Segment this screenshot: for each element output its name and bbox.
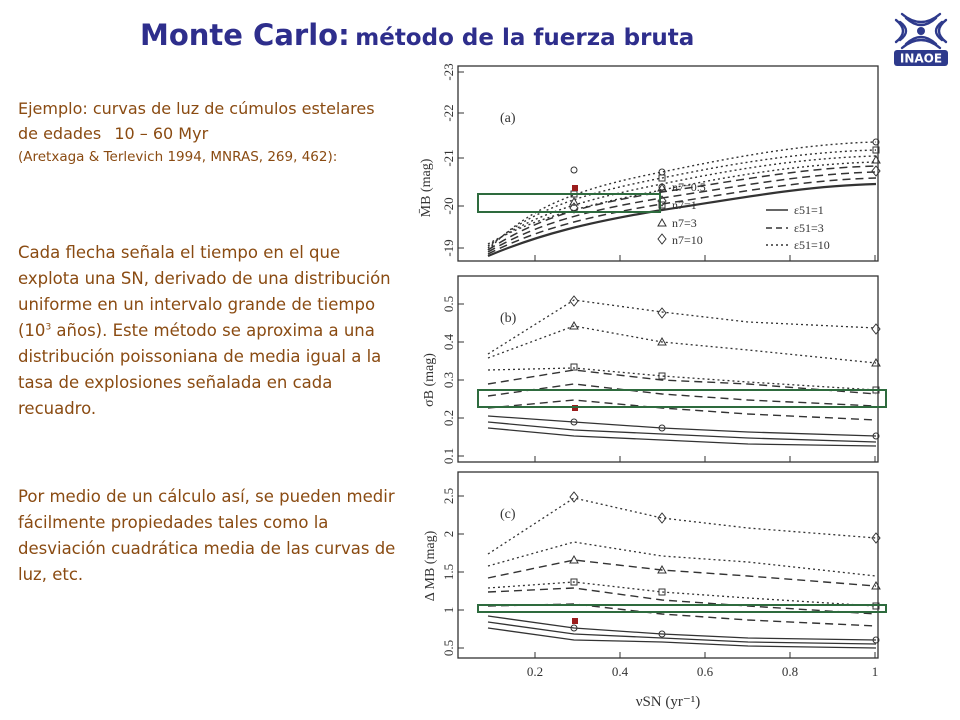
a-ytick-1: -19 [441,239,456,257]
b-ytick-2: 0.2 [441,409,456,427]
slide-title [140,18,840,52]
c-ytick-2: 1 [441,606,456,614]
example-paragraph [18,96,396,168]
xtick-2: 0.4 [611,664,629,679]
legend-n-1: n7=0.5 [672,180,706,194]
b-panel-label: (b) [500,311,517,326]
c-panel-label: (c) [500,507,516,522]
arrow-paragraph [18,240,396,422]
panel-a [418,63,880,261]
arrow-text-exp: 3 [45,322,52,333]
legend-e-2: ε51=3 [794,221,824,235]
xtick-3: 0.6 [696,664,714,679]
legend-n-4: n7=10 [672,233,703,247]
a-ytick-2: -20 [441,197,456,215]
xlabel: νSN (yr⁻¹) [635,694,701,710]
conclusion-paragraph: Por medio de un cálculo así, se pueden medir fácilmente propiedades tales como la desviación cuadrática media de las curvas de luz, etc. [18,487,396,584]
panel-b [422,276,886,464]
light-curve-figure [400,58,900,720]
arrow-text-b: años). Este método se aproxima a una distribución poissoniana de media igual a la tasa de explosiones señalada en cada recuadro. [18,321,382,418]
citation: (Aretxaga & Terlevich 1994, MNRAS, 269, 462): [18,149,338,165]
a-ylabel: M̄B (mag) [419,158,434,218]
c-ytick-5: 2.5 [441,487,456,505]
panel-c [423,472,886,658]
a-panel-label: (a) [500,111,516,126]
c-ylabel: Δ MB (mag) [423,530,438,602]
b-ytick-1: 0.1 [441,447,456,465]
c-ytick-1: 0.5 [441,639,456,657]
a-ytick-4: -22 [441,104,456,122]
a-ytick-5: -23 [441,63,456,81]
b-ytick-4: 0.4 [441,333,456,351]
a-highlight-box [478,194,660,212]
example-range: 10 – 60 Myr [114,124,209,143]
a-ytick-3: -21 [441,149,456,167]
legend-n-3: n7=3 [672,216,697,230]
b-ytick-3: 0.3 [441,371,456,389]
xtick-1: 0.2 [526,664,544,679]
legend-n-2: n7=1 [672,198,697,212]
logo-text: INAOE [899,51,943,66]
panel-c-frame [458,472,878,658]
b-highlight-box [478,390,886,407]
xtick-5: 1 [871,664,879,679]
xtick-4: 0.8 [781,664,799,679]
c-ytick-4: 2 [441,530,456,538]
example-intro: Ejemplo: curvas de luz de cúmulos estelares de edades [18,99,375,143]
title-sub: método de la fuerza bruta [355,25,695,51]
legend-e-3: ε51=10 [794,238,830,252]
b-ylabel: σB (mag) [422,353,437,407]
arrow-text-a: Cada flecha señala el tiempo en el que explota una SN, derivado de una distribución uniforme en un intervalo grande de tiempo (10 [18,243,391,340]
c-ytick-3: 1.5 [441,563,456,581]
b-ytick-5: 0.5 [441,295,456,313]
title-main: Monte Carlo: [140,18,350,52]
legend-e-1: ε51=1 [794,203,824,217]
